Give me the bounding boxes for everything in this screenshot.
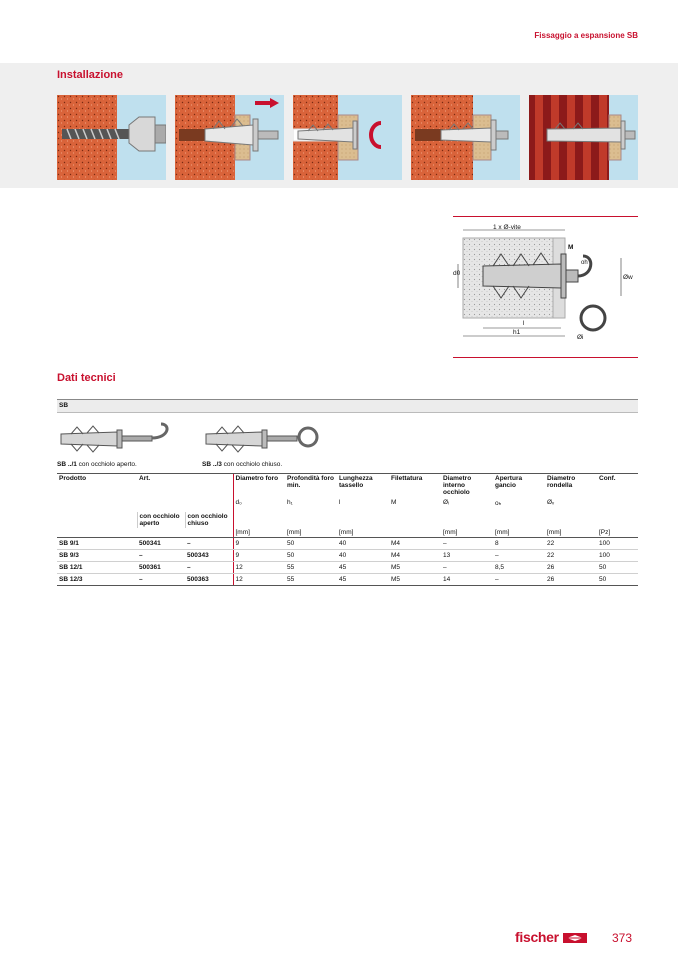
install-step-insert-image <box>175 95 284 180</box>
col-diametro-interno: Diametro interno occhiolo <box>441 474 493 499</box>
label-inner-diameter: Øi <box>577 334 584 341</box>
cell-h1: 50 <box>285 538 337 550</box>
cell-conf: 50 <box>597 574 638 586</box>
unit-h1: [mm] <box>285 528 337 538</box>
unit-conf: [Pz] <box>597 528 638 538</box>
cell-art-aperto: – <box>137 550 185 562</box>
cell-conf: 50 <box>597 562 638 574</box>
cell-d0: 9 <box>233 550 285 562</box>
subheader-aperto: con occhiolo aperto <box>137 512 185 528</box>
cell-art-aperto: 500341 <box>137 538 185 550</box>
product-image-open-hook <box>57 418 182 456</box>
cell-d0: 9 <box>233 538 285 550</box>
cell-M: M4 <box>389 550 441 562</box>
page-number: 373 <box>612 931 633 945</box>
cell-di: – <box>441 562 493 574</box>
cell-art-aperto: 500361 <box>137 562 185 574</box>
col-profondita: Profondità foro min. <box>285 474 337 499</box>
col-apertura: Apertura gancio <box>493 474 545 499</box>
symbol-oh: oₕ <box>495 500 502 507</box>
cell-dw: 26 <box>545 562 597 574</box>
symbol-d0: d₀ <box>233 498 285 512</box>
technical-data-title: Dati tecnici <box>57 372 116 384</box>
table-subheader-row <box>57 512 638 528</box>
cell-conf: 100 <box>597 538 638 550</box>
brand-name: fischer <box>515 929 559 945</box>
install-step-tighten-image <box>411 95 520 180</box>
install-step-expand-image <box>293 95 402 180</box>
col-lunghezza: Lunghezza tassello <box>337 474 389 499</box>
label-washer-diameter: Øw <box>623 274 633 281</box>
cell-d0: 12 <box>233 574 285 586</box>
col-art: Art. <box>137 474 233 499</box>
cell-l: 45 <box>337 574 389 586</box>
table-units-row <box>57 528 638 538</box>
label-h1: h1 <box>513 329 521 336</box>
cell-M: M5 <box>389 574 441 586</box>
cell-prodotto: SB 12/1 <box>57 562 137 574</box>
cell-conf: 100 <box>597 550 638 562</box>
cell-di: 13 <box>441 550 493 562</box>
technical-data-table <box>57 473 638 586</box>
install-step-drill-image <box>57 95 166 180</box>
cell-h1: 55 <box>285 574 337 586</box>
unit-l: [mm] <box>337 528 389 538</box>
cell-prodotto: SB 9/3 <box>57 550 137 562</box>
symbol-l: l <box>339 499 341 506</box>
fischer-logo-mark-icon <box>563 933 587 943</box>
cell-art-aperto: – <box>137 574 185 586</box>
caption-closed-eye: SB ../3 con occhiolo chiuso. <box>202 461 283 468</box>
cell-art-chiuso: – <box>185 538 233 550</box>
subheader-chiuso: con occhiolo chiuso <box>185 512 233 528</box>
cell-art-chiuso: 500363 <box>185 574 233 586</box>
install-step-hollow-wall-image <box>529 95 638 180</box>
symbol-M: M <box>391 499 397 506</box>
symbol-h1: h₁ <box>287 499 293 506</box>
cell-prodotto: SB 12/3 <box>57 574 137 586</box>
cell-l: 40 <box>337 550 389 562</box>
product-image-closed-eye <box>202 418 327 456</box>
col-diametro-foro: Diametro foro <box>233 474 285 499</box>
label-d0: d0 <box>453 270 461 277</box>
installation-title: Installazione <box>57 69 124 81</box>
label-length-l: l <box>523 320 525 327</box>
col-prodotto: Prodotto <box>57 474 137 499</box>
product-header-label: SB <box>59 402 69 409</box>
cell-l: 40 <box>337 538 389 550</box>
cell-M: M4 <box>389 538 441 550</box>
cell-M: M5 <box>389 562 441 574</box>
cell-di: – <box>441 538 493 550</box>
cell-prodotto: SB 9/1 <box>57 538 137 550</box>
table-row <box>57 550 638 562</box>
table-row <box>57 574 638 586</box>
page-header-title: Fissaggio a espansione SB <box>534 31 638 40</box>
symbol-di: Øᵢ <box>443 499 450 506</box>
diagram-bottom-rule <box>453 357 638 358</box>
cell-oh: – <box>493 550 545 562</box>
unit-dw: [mm] <box>545 528 597 538</box>
cell-dw: 26 <box>545 574 597 586</box>
table-row <box>57 562 638 574</box>
cell-oh: – <box>493 574 545 586</box>
unit-oh: [mm] <box>493 528 545 538</box>
fischer-logo <box>515 929 587 945</box>
cell-oh: 8 <box>493 538 545 550</box>
cell-d0: 12 <box>233 562 285 574</box>
col-filettatura: Filettatura <box>389 474 441 499</box>
caption-open-hook: SB ../1 con occhiolo aperto. <box>57 461 137 468</box>
table-row <box>57 538 638 550</box>
unit-d0: [mm] <box>233 528 285 538</box>
symbol-dw: Øᵥ <box>547 499 555 506</box>
cell-h1: 50 <box>285 550 337 562</box>
cell-art-chiuso: 500343 <box>185 550 233 562</box>
diagram-top-rule <box>453 216 638 217</box>
label-thread-M: M <box>568 244 574 251</box>
col-conf: Conf. <box>597 474 638 499</box>
product-header-bar <box>57 399 638 413</box>
label-hook-opening: oh <box>581 260 588 266</box>
cell-oh: 8,5 <box>493 562 545 574</box>
label-screw-diameter: 1 x Ø-vite <box>493 224 521 231</box>
cell-dw: 22 <box>545 538 597 550</box>
cell-di: 14 <box>441 574 493 586</box>
table-symbol-row <box>57 498 638 512</box>
cell-art-chiuso: – <box>185 562 233 574</box>
table-header-row <box>57 474 638 499</box>
cell-dw: 22 <box>545 550 597 562</box>
unit-di: [mm] <box>441 528 493 538</box>
col-diametro-rondella: Diametro rondella <box>545 474 597 499</box>
cell-h1: 55 <box>285 562 337 574</box>
cell-l: 45 <box>337 562 389 574</box>
dimension-diagram <box>453 218 638 356</box>
